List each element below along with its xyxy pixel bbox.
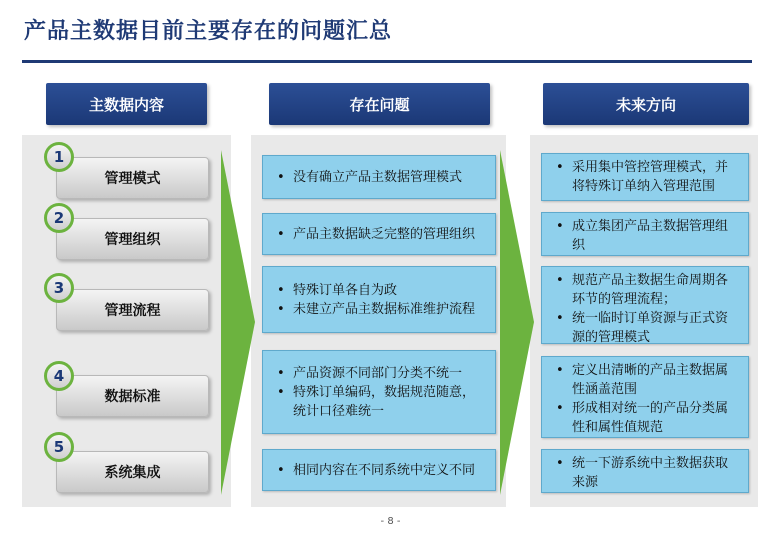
problem-box [262,266,496,333]
arrow-right-icon [500,150,534,495]
problem-item: • 特殊订单编码，数据规范随意，统计口径难统一 [271,383,487,421]
number-badge: 5 [44,432,74,462]
direction-box [541,449,749,493]
direction-item: • 定义出清晰的产品主数据属性涵盖范围 [550,361,740,399]
problem-item: • 未建立产品主数据标准维护流程 [271,300,487,319]
category-management-org [56,218,209,260]
direction-box [541,153,749,201]
direction-item: • 统一下游系统中主数据获取来源 [550,454,740,492]
problem-item: • 产品主数据缺乏完整的管理组织 [271,225,487,244]
problem-item: • 产品资源不同部门分类不统一 [271,364,487,383]
direction-box [541,266,749,344]
direction-box [541,212,749,256]
category-label: 数据标准 [104,389,161,405]
number-badge: 3 [44,273,74,303]
direction-item: • 成立集团产品主数据管理组织 [550,217,740,255]
category-label: 管理组织 [104,232,161,248]
problem-box [262,213,496,255]
direction-box [541,356,749,438]
problem-box [262,155,496,199]
page-title: 产品主数据目前主要存在的问题汇总 [24,19,393,44]
category-system-integration [56,451,209,493]
page-number: - 8 - [380,516,401,527]
problem-box [262,350,496,434]
arrow-right-icon [221,150,255,495]
direction-item: • 统一临时订单资源与正式资源的管理模式 [550,309,740,347]
category-management-mode [56,157,209,199]
problem-item: • 特殊订单各自为政 [271,281,487,300]
category-label: 管理流程 [104,303,161,319]
number-badge: 4 [44,361,74,391]
number-badge: 1 [44,142,74,172]
problem-item: • 相同内容在不同系统中定义不同 [271,461,487,480]
category-management-process [56,289,209,331]
direction-item: • 规范产品主数据生命周期各环节的管理流程； [550,271,740,309]
column-header-direction: 未来方向 [543,83,749,125]
category-label: 系统集成 [104,465,161,481]
category-data-standard [56,375,209,417]
direction-item: • 采用集中管控管理模式，并将特殊订单纳入管理范围 [550,158,740,196]
direction-item: • 形成相对统一的产品分类属性和属性值规范 [550,399,740,437]
column-header-content: 主数据内容 [46,83,207,125]
category-label: 管理模式 [104,171,161,187]
problem-item: • 没有确立产品主数据管理模式 [271,168,487,187]
title-divider [22,60,752,63]
problem-box [262,449,496,491]
number-badge: 2 [44,203,74,233]
column-header-problems: 存在问题 [269,83,490,125]
